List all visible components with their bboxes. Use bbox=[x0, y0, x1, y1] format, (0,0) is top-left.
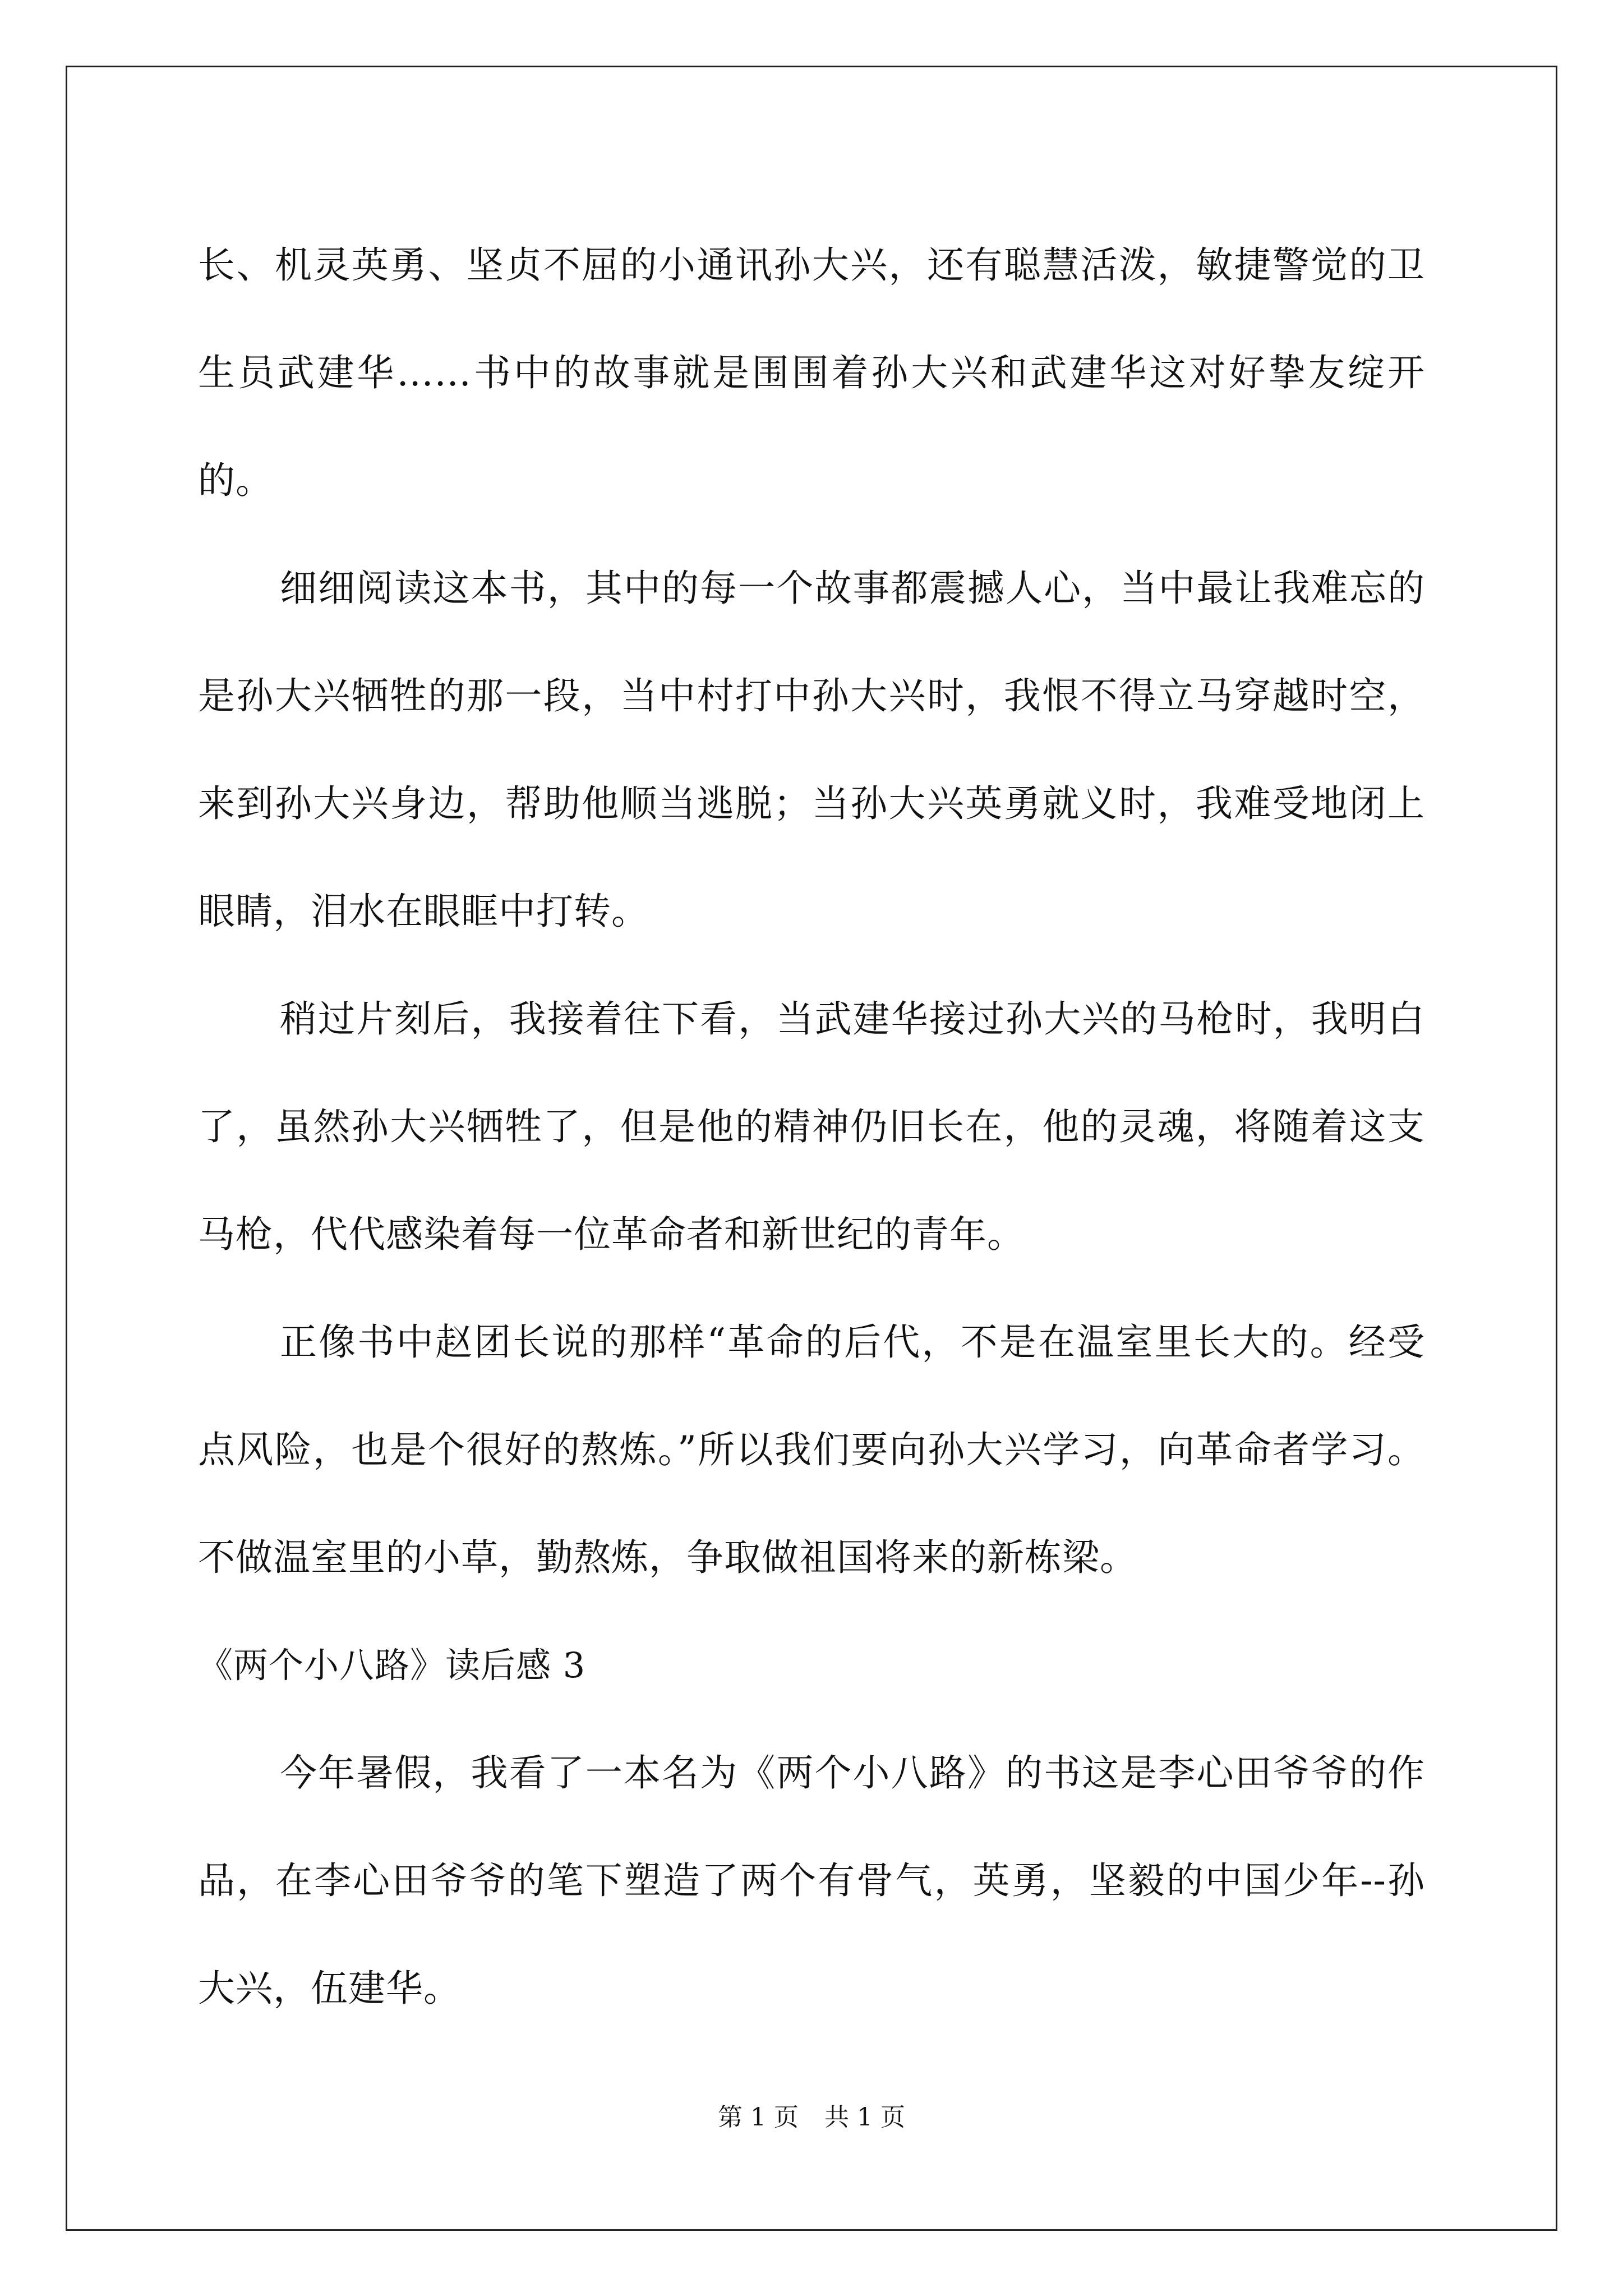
paragraph: 稍过片刻后，我接着往下看，当武建华接过孙大兴的马枪时，我明白了，虽然孙大兴牺牲了，但是他的精神仍旧长在，他的灵魂，将随着这支马枪，代代感染着每一位革命者和新世纪的青年。 bbox=[198, 997, 1425, 1256]
page-total: 共 1 页 bbox=[824, 2103, 905, 2132]
section-title: 《两个小八路》读后感 3 bbox=[198, 1645, 586, 1686]
paragraph-continued: 长、机灵英勇、坚贞不屈的小通讯孙大兴，还有聪慧活泼，敏捷警觉的卫生员武建华……书中的故事就是围围着孙大兴和武建华这对好挚友绽开的。 bbox=[198, 243, 1425, 502]
paragraph: 正像书中赵团长说的那样“革命的后代，不是在温室里长大的。经受点风险，也是个很好的熬炼。”所以我们要向孙大兴学习，向革命者学习。不做温室里的小草，勤熬炼，争取做祖国将来的新栋梁。 bbox=[198, 1320, 1425, 1579]
paragraph: 细细阅读这本书，其中的每一个故事都震撼人心，当中最让我难忘的是孙大兴牺牲的那一段，当中村打中孙大兴时，我恨不得立马穿越时空，来到孙大兴身边，帮助他顺当逃脱；当孙大兴英勇就义时，我难受地闭上眼睛，泪水在眼眶中打转。 bbox=[198, 567, 1425, 933]
page-footer bbox=[0, 2101, 1623, 2134]
paragraph: 今年暑假，我看了一本名为《两个小八路》的书这是李心田爷爷的作品，在李心田爷爷的笔下塑造了两个有骨气，英勇，坚毅的中国少年--孙大兴，伍建华。 bbox=[198, 1751, 1425, 2010]
document-body bbox=[198, 211, 1425, 2042]
page-number: 第 1 页 bbox=[718, 2103, 799, 2132]
